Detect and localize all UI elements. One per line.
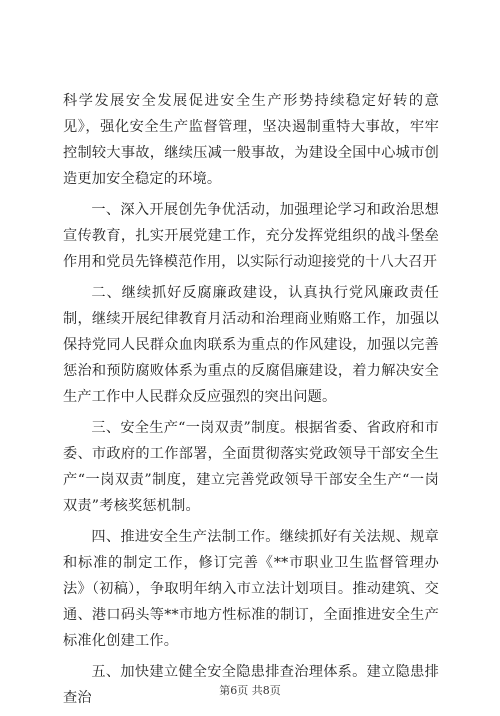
page-footer: 第6页 共8页 (219, 684, 281, 697)
document-body (63, 88, 439, 716)
paragraph-section-5: 五、加快建立健全安全隐患排查治理体系。建立隐患排查治 (63, 664, 439, 706)
paragraph-continuation: 科学发展安全发展促进安全生产形势持续稳定好转的意见》，强化安全生产监督管理，坚决遏制重特大事故，牢牢控制较大事故，继续压减一般事故，为建设全国中心城市创造更加安全稳定的环境。 (63, 93, 439, 187)
paragraph-section-2: 二、继续抓好反腐廉政建设，认真执行党风廉政责任制，继续开展纪律教育月活动和治理商业贿赂工作，加强以保持党同人民群众血肉联系为重点的作风建设，加强以完善惩治和预防腐败体系为重点的反腐倡廉建设，着力解决安全生产工作中人民群众反应强烈的突出问题。 (63, 285, 439, 405)
paragraph-section-1: 一、深入开展创先争优活动，加强理论学习和政治思想宣传教育，扎实开展党建工作，充分发挥党组织的战斗堡垒作用和党员先锋模范作用，以实际行动迎接党的十八大召开 (63, 202, 439, 270)
paragraph-section-4: 四、推进安全生产法制工作。继续抓好有关法规、规章和标准的制定工作，修订完善《**市职业卫生监督管理办法》（初稿），争取明年纳入市立法计划项目。推动建筑、交通、港口码头等**市地方性标准的制订，全面推进安全生产标准化创建工作。 (63, 529, 439, 649)
paragraph-section-3: 三、安全生产“一岗双责”制度。根据省委、省政府和市委、市政府的工作部署，全面贯彻落实党政领导干部安全生产“一岗双责”制度，建立完善党政领导干部安全生产“一岗双责”考核奖惩机制。 (63, 420, 439, 514)
